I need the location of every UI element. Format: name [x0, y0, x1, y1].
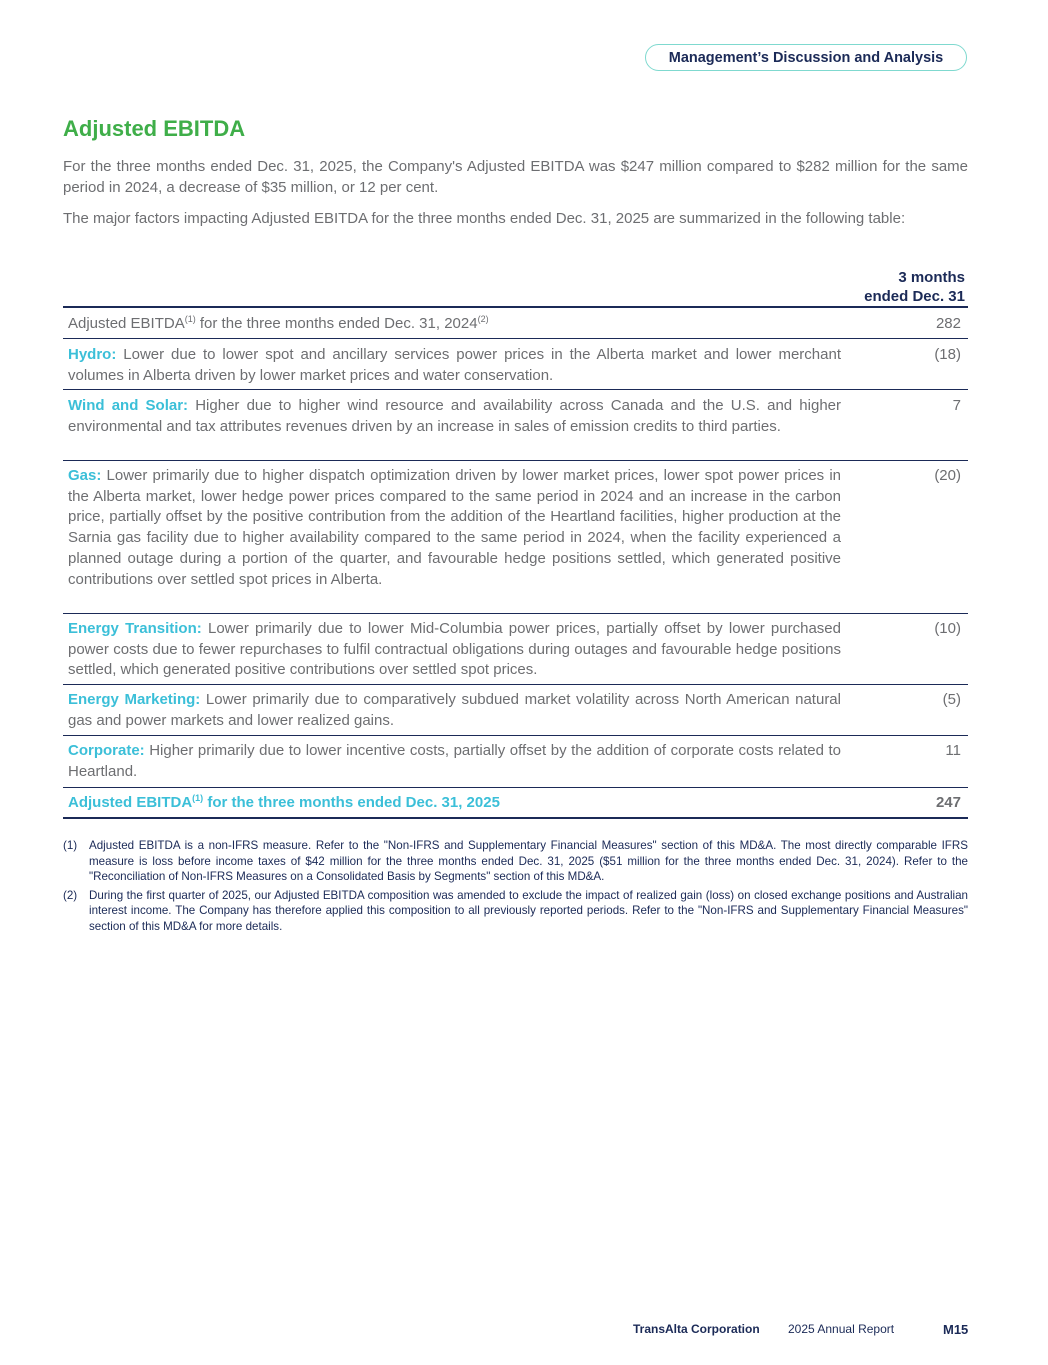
footnote	[63, 838, 968, 885]
row-label: Energy Marketing:	[68, 691, 201, 708]
row-label: Gas:	[68, 467, 102, 484]
row-label: Wind and Solar:	[68, 397, 189, 414]
table-row-hydro	[63, 339, 968, 390]
section-header-badge	[645, 44, 967, 71]
intro-paragraph: For the three months ended Dec. 31, 2025, the Company's Adjusted EBITDA was $247 million compared to $282 million for the same period in 2024, a decrease of $35 million, or 12 per cent.	[63, 158, 968, 196]
table-row-wind-solar	[63, 390, 968, 461]
row-description: Hydro: Lower due to lower spot and ancillary services power prices in the Alberta market and lower merchant volumes in Alberta driven by lower market prices and water conservation.	[68, 346, 841, 384]
row-value: 11	[945, 742, 961, 759]
column-header-line1: 3 months	[898, 269, 965, 286]
row-value: (10)	[934, 620, 961, 637]
footnote	[63, 888, 968, 935]
row-label: Hydro:	[68, 346, 117, 363]
row-description: Adjusted EBITDA$^{(1)}$ for the three months ended Dec. 31, 2025	[68, 793, 500, 811]
row-description: Adjusted EBITDA$^{(1)}$ for the three months ended Dec. 31, 2024$^{(2)}$	[68, 314, 489, 332]
footer-report-title: 2025 Annual Report	[788, 1322, 895, 1336]
page-number: M15	[943, 1322, 969, 1337]
row-value: 7	[952, 397, 961, 414]
row-value: 247	[935, 794, 961, 811]
row-label: Corporate:	[68, 742, 145, 759]
row-description: Wind and Solar: Higher due to higher wind resource and availability across Canada and the U.S. and higher environmental and tax attributes revenues driven by an increase in sales of emission credits to third parties.	[68, 397, 841, 435]
footnote-number: (1)	[63, 839, 78, 852]
page-title: Adjusted EBITDA	[63, 116, 246, 141]
ebitda-factors-table	[63, 306, 968, 819]
column-header-line2: ended Dec. 31	[864, 288, 965, 305]
row-label: Energy Transition:	[68, 620, 202, 637]
footer-company: TransAlta Corporation	[633, 1322, 760, 1336]
factors-paragraph: The major factors impacting Adjusted EBITDA for the three months ended Dec. 31, 2025 are summarized in the following table:	[63, 210, 906, 227]
section-header-text: Management’s Discussion and Analysis	[668, 49, 944, 66]
row-description: Energy Marketing: Lower primarily due to comparatively subdued market volatility across North American natural gas and power markets and lower realized gains.	[68, 691, 841, 729]
row-description: Corporate: Higher primarily due to lower incentive costs, partially offset by the addition of corporate costs related to Heartland.	[68, 742, 841, 780]
column-header	[864, 268, 965, 306]
footnote-text: Adjusted EBITDA is a non-IFRS measure. Refer to the "Non-IFRS and Supplementary Financial Measures" section of this MD&A. The most directly comparable IFRS measure is loss before income taxes of $42 million for the three months ended Dec. 31, 2025 ($51 million for the three months ended Dec. 31, 2024). Refer to the "Reconciliation of Non-IFRS Measures on a Consolidated Basis by Segments" section of this MD&A.	[89, 839, 968, 883]
row-description: Energy Transition: Lower primarily due to lower Mid-Columbia power prices, partially offset by lower purchased power costs due to fewer repurchases to fulfil contractual obligations during outages and favourable hedge positions settled, which generated positive contributions over settled spot prices.	[68, 620, 841, 679]
table-row-opening	[63, 308, 968, 339]
row-value: (18)	[934, 346, 961, 363]
row-value: (20)	[934, 467, 961, 484]
footnote-text: During the first quarter of 2025, our Adjusted EBITDA composition was amended to exclude the impact of realized gain (loss) on closed exchange positions and Australian interest income. The Company has therefore applied this composition to all previously reported periods. Refer to the "Non-IFRS and Supplementary Financial Measures" section of this MD&A for more details.	[89, 888, 968, 933]
row-value: (5)	[942, 691, 961, 708]
table-row-closing-total	[63, 788, 968, 819]
table-row-energy-marketing	[63, 685, 968, 736]
footnote-number: (2)	[63, 888, 78, 902]
table-row-gas	[63, 461, 968, 614]
row-value: 282	[935, 315, 961, 332]
footnotes	[63, 838, 968, 937]
table-row-corporate	[63, 736, 968, 788]
table-row-energy-transition	[63, 614, 968, 685]
row-description: Gas: Lower primarily due to higher dispatch optimization driven by lower market prices, lower spot power prices in the Alberta market, lower hedge power prices compared to the same period in 2024 and an increase in the carbon price, partially offset by the positive contribution from the addition of the Heartland facilities, higher production at the Sarnia gas facility due to higher availability compared to the same period in 2024, when the facility experienced a planned outage during a portion of the quarter, and favourable hedge positions settled, which generated positive contributions over settled spot prices in Alberta.	[68, 467, 841, 588]
